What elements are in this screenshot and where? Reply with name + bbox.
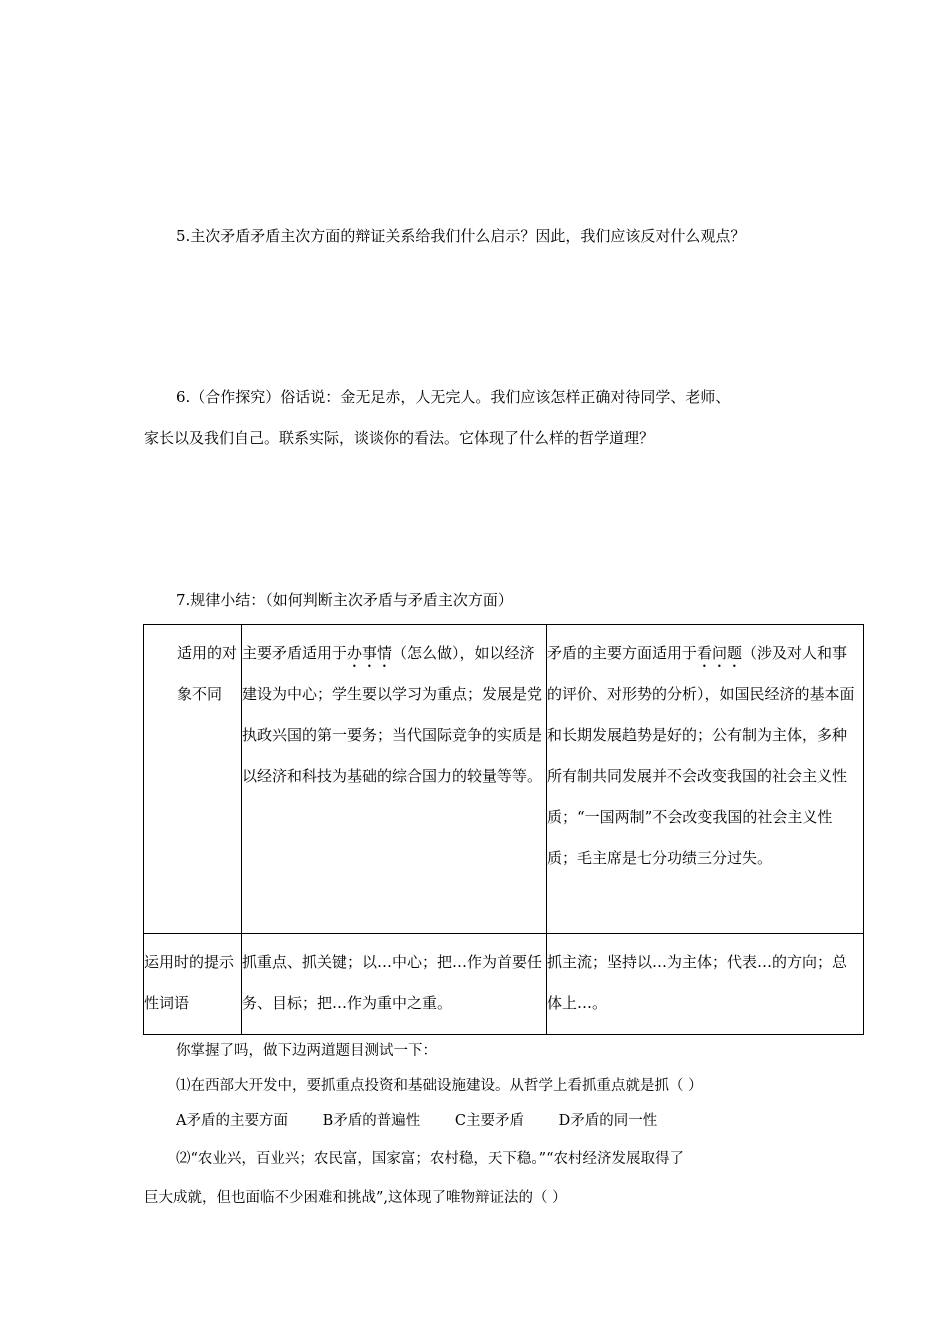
option-c: C主要矛盾 bbox=[454, 1113, 524, 1129]
main-aspect-cell bbox=[547, 625, 864, 934]
row-label-applicable-objects bbox=[144, 625, 241, 715]
main-contradiction-cell bbox=[242, 625, 547, 934]
practice-intro: 你掌握了吗，做下边两道题目测试一下： bbox=[176, 1043, 437, 1059]
table-row bbox=[144, 625, 864, 934]
main-aspect-hint-cell bbox=[547, 934, 864, 1035]
row-label-text: 适用的对象不同 bbox=[177, 644, 238, 703]
question-6-line-1: 6.（合作探究）俗话说：金无足赤，人无完人。我们应该怎样正确对待同学、老师、 bbox=[176, 388, 731, 406]
row-label-cell bbox=[144, 625, 242, 934]
row-label-hint-words: 运用时的提示性词语 bbox=[144, 953, 235, 1012]
emphasis-text: 看问题 bbox=[697, 644, 743, 662]
practice-question-1: ⑴在西部大开发中，要抓重点投资和基础设施建设。从哲学上看抓重点就是抓（ ） bbox=[176, 1078, 703, 1094]
table-row bbox=[144, 934, 864, 1035]
question-7-title: 7.规律小结：（如何判断主次矛盾与矛盾主次方面） bbox=[176, 591, 513, 609]
text-segment: 矛盾的主要方面适用于 bbox=[547, 644, 698, 662]
main-aspect-hint-text: 抓主流；坚持以…为主体；代表…的方向；总体上…。 bbox=[547, 953, 848, 1012]
main-aspect-text bbox=[547, 625, 863, 879]
row-label-cell bbox=[144, 934, 242, 1035]
emphasis-text: 办事情 bbox=[347, 644, 393, 662]
summary-table bbox=[143, 624, 864, 1035]
text-segment: （怎么做），如以经济建设为中心；学生要以学习为重点；发展是党执政兴国的第一要务；当代国际竞争的实质是以经济和科技为基础的综合国力的较量等等。 bbox=[242, 644, 543, 785]
question-5: 5.主次矛盾矛盾主次方面的辩证关系给我们什么启示？因此，我们应该反对什么观点？ bbox=[176, 227, 746, 245]
main-contradiction-hint-cell bbox=[242, 934, 547, 1035]
question-6-line-2: 家长以及我们自己。联系实际，谈谈你的看法。它体现了什么样的哲学道理？ bbox=[144, 429, 655, 447]
option-b: B矛盾的普遍性 bbox=[322, 1113, 421, 1129]
text-segment: 主要矛盾适用于 bbox=[242, 644, 348, 662]
practice-question-2-line-1: ⑵“农业兴，百业兴；农民富，国家富；农村稳，天下稳。”“农村经济发展取得了 bbox=[176, 1151, 684, 1167]
practice-question-2-line-2: 巨大成就，但也面临不少困难和挑战”,这体现了唯物辩证法的（ ） bbox=[144, 1190, 567, 1206]
option-d: D矛盾的同一性 bbox=[558, 1113, 658, 1129]
practice-question-1-options bbox=[176, 1111, 657, 1131]
option-a: A矛盾的主要方面 bbox=[176, 1113, 288, 1129]
main-contradiction-text bbox=[242, 625, 546, 797]
main-contradiction-hint-text: 抓重点、抓关键；以…中心；把…作为首要任务、目标；把…作为重中之重。 bbox=[242, 953, 543, 1012]
text-segment: （涉及对人和事的评价、对形势的分析），如国民经济的基本面和长期发展趋势是好的；公有制为主体，多种所有制共同发展并不会改变我国的社会主义性质；“一国两制”不会改变我国的社会主义性质；毛主席是七分功绩三分过失。 bbox=[547, 644, 855, 867]
